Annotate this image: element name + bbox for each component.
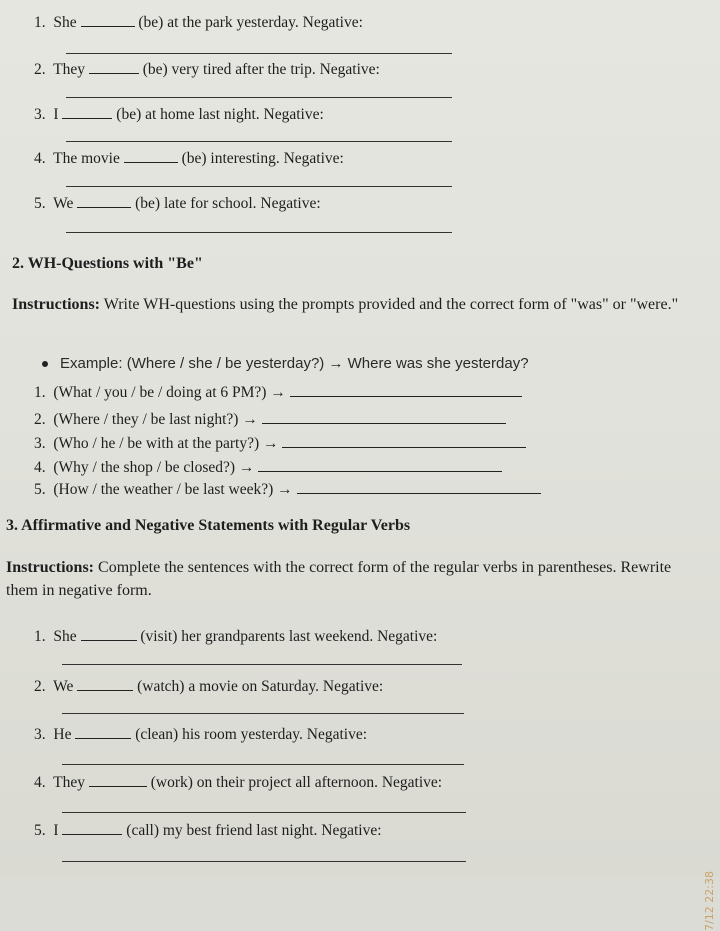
answer-line[interactable] [62,664,462,665]
item-number: 5. [34,822,46,839]
s2-item-2 [34,409,506,429]
fill-blank[interactable] [124,148,178,163]
fill-blank[interactable] [77,676,133,691]
item-text: (be) interesting. Negative: [181,150,344,167]
answer-blank[interactable] [282,433,526,448]
instructions-text: Complete the sentences with the correct form of the regular verbs in parentheses. Rewrite them in negative form. [6,559,672,599]
s1-item-4 [34,148,344,168]
item-subject: I [53,106,59,123]
fill-blank[interactable] [62,104,112,119]
item-text: (clean) his room yesterday. Negative: [135,726,368,743]
fill-blank[interactable] [75,724,131,739]
item-subject: They [53,61,85,78]
item-text: (visit) her grandparents last weekend. Negative: [140,628,438,645]
item-subject: We [53,195,74,212]
item-number: 5. [34,195,46,212]
item-number: 3. [34,106,46,123]
answer-blank[interactable] [258,457,502,472]
item-number: 2. [34,411,46,428]
item-prompt: (Where / they / be last night?) → [53,411,258,428]
answer-blank[interactable] [262,409,506,424]
answer-line[interactable] [66,97,452,98]
item-prompt: (Why / the shop / be closed?) → [53,459,255,476]
s1-item-1 [34,12,363,32]
s1-item-2 [34,59,380,79]
s3-item-3 [34,724,367,744]
answer-blank[interactable] [297,479,541,494]
item-subject: She [53,628,77,645]
item-prompt: (What / you / be / doing at 6 PM?) → [53,384,286,401]
section-3-title: 3. Affirmative and Negative Statements with Regular Verbs [6,517,411,534]
item-number: 1. [34,14,46,31]
item-subject: We [53,678,74,695]
s2-item-4 [34,457,502,477]
answer-blank[interactable] [290,382,522,397]
photo-timestamp: 7/12 22:38 [703,871,716,931]
s1-item-5 [34,193,321,213]
instructions-text: Write WH-questions using the prompts provided and the correct form of "was" or "were." [100,296,679,313]
example-text: Example: (Where / she / be yesterday?) → Where was she yesterday? [60,355,529,372]
item-number: 3. [34,435,46,452]
fill-blank[interactable] [81,12,135,27]
answer-line[interactable] [62,713,464,714]
instructions-label: Instructions: [12,296,101,313]
s2-item-3 [34,433,526,453]
item-number: 2. [34,678,46,695]
item-subject: She [53,14,77,31]
answer-line[interactable] [66,232,452,233]
item-text: (watch) a movie on Saturday. Negative: [137,678,384,695]
item-text: (be) at home last night. Negative: [116,106,324,123]
item-text: (be) late for school. Negative: [135,195,321,212]
example-line [42,355,529,372]
s2-item-1 [34,382,522,402]
item-number: 1. [34,384,46,401]
item-number: 3. [34,726,46,743]
fill-blank[interactable] [89,59,139,74]
item-text: (be) very tired after the trip. Negative: [142,61,380,78]
item-prompt: (How / the weather / be last week?) → [53,481,293,498]
answer-line[interactable] [62,812,466,813]
item-number: 4. [34,774,46,791]
item-number: 2. [34,61,46,78]
item-number: 1. [34,628,46,645]
instructions-label: Instructions: [6,559,95,576]
section-2-instructions [12,293,702,316]
s1-item-3 [34,104,324,124]
item-prompt: (Who / he / be with at the party?) → [53,435,279,452]
item-subject: They [53,774,85,791]
fill-blank[interactable] [62,820,122,835]
answer-line[interactable] [62,861,466,862]
fill-blank[interactable] [77,193,131,208]
item-number: 4. [34,150,46,167]
item-text: (call) my best friend last night. Negative: [126,822,382,839]
fill-blank[interactable] [81,626,137,641]
item-number: 4. [34,459,46,476]
item-subject: He [53,726,72,743]
s2-item-5 [34,479,541,499]
s3-item-2 [34,676,383,696]
section-2-title: 2. WH-Questions with "Be" [12,255,203,272]
bullet-icon [42,361,48,367]
answer-line[interactable] [66,186,452,187]
s3-item-5 [34,820,382,840]
item-text: (work) on their project all afternoon. Negative: [150,774,443,791]
item-number: 5. [34,481,46,498]
s3-item-4 [34,772,442,792]
item-subject: I [53,822,59,839]
item-subject: The movie [53,150,120,167]
fill-blank[interactable] [89,772,147,787]
item-text: (be) at the park yesterday. Negative: [138,14,363,31]
s3-item-1 [34,626,437,646]
section-3-instructions [6,556,706,602]
answer-line[interactable] [66,53,452,54]
answer-line[interactable] [62,764,464,765]
answer-line[interactable] [66,141,452,142]
